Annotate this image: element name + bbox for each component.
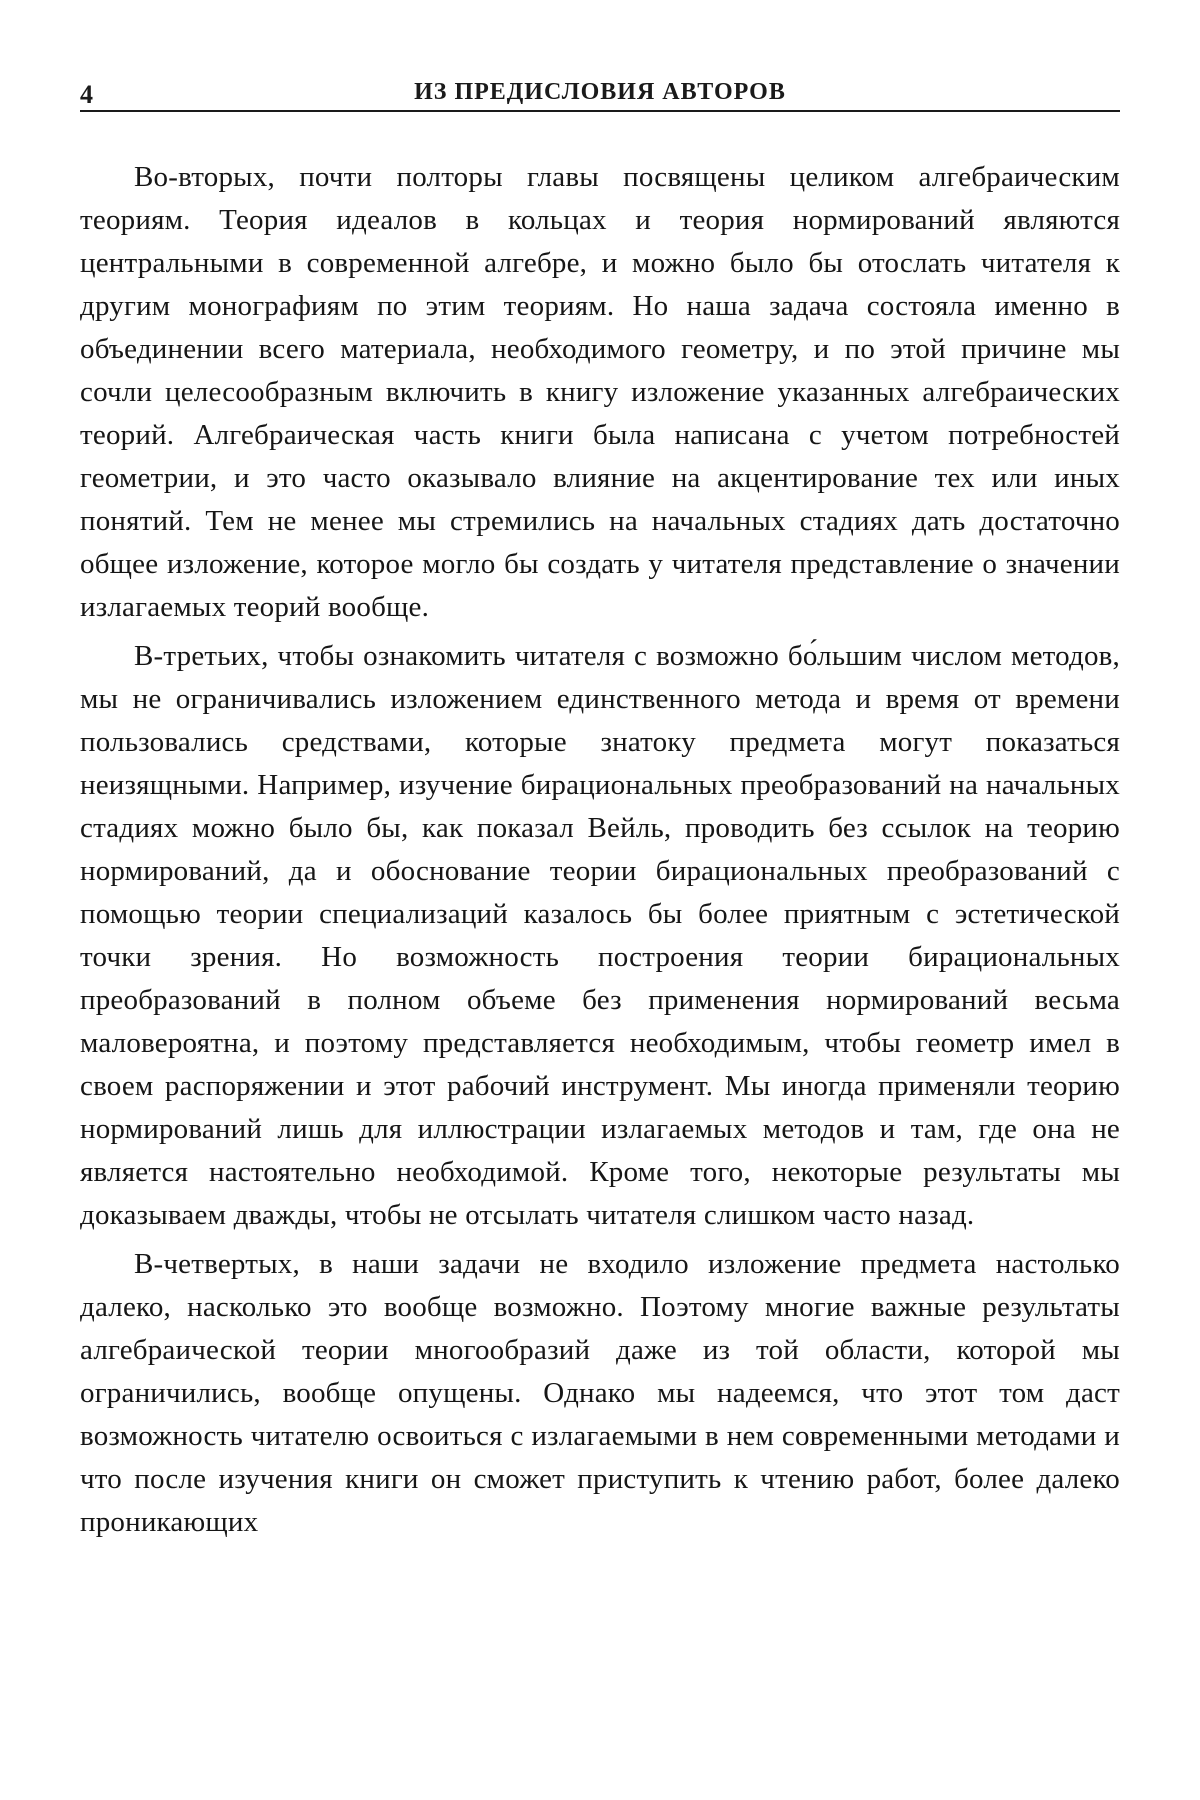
paragraph-fourthly: В-четвертых, в наши задачи не входило изложение предмета настолько далеко, насколько это вообще возможно. Поэтому многие важные результаты алгебраической теории многообразий даже из той области, которой мы ограничились, вообще опущены. Однако мы надеемся, что этот том даст возможность читателю освоиться с излагаемыми в нем современными методами и что после изучения книги он сможет приступить к чтению работ, более далеко проникающих	[80, 1248, 1120, 1538]
running-header	[80, 72, 1120, 112]
body-text	[80, 156, 1120, 1544]
paragraph-secondly: Во-вторых, почти полторы главы посвящены целиком алгебраическим теориям. Теория идеалов в кольцах и теория нормирований являются центральными в современной алгебре, и можно было бы отослать читателя к другим монографиям по этим теориям. Но наша задача состояла именно в объединении всего материала, необходимого геометру, и по этой причине мы сочли целесообразным включить в книгу изложение указанных алгебраических теорий. Алгебраическая часть книги была написана с учетом потребностей геометрии, и это часто оказывало влияние на акцентирование тех или иных понятий. Тем не менее мы стремились на начальных стадиях дать достаточно общее изложение, которое могло бы создать у читателя представление о значении излагаемых теорий вообще.	[80, 161, 1120, 623]
paragraph-thirdly: В-третьих, чтобы ознакомить читателя с возможно бо́льшим числом методов, мы не ограничивались изложением единственного метода и время от времени пользовались средствами, которые знатоку предмета могут показаться неизящными. Например, изучение бирациональных преобразований на начальных стадиях можно было бы, как показал Вейль, проводить без ссылок на теорию нормирований, да и обоснование теории бирациональных преобразований с помощью теории специализаций казалось бы более приятным с эстетической точки зрения. Но возможность построения теории бирациональных преобразований в полном объеме без применения нормирований весьма маловероятна, и поэтому представляется необходимым, чтобы геометр имел в своем распоряжении и этот рабочий инструмент. Мы иногда применяли теорию нормирований лишь для иллюстрации излагаемых методов и там, где она не является настоятельно необходимой. Кроме того, некоторые результаты мы доказываем дважды, чтобы не отсылать читателя слишком часто назад.	[80, 640, 1120, 1231]
running-title: ИЗ ПРЕДИСЛОВИЯ АВТОРОВ	[414, 79, 786, 105]
page-number: 4	[80, 80, 93, 109]
